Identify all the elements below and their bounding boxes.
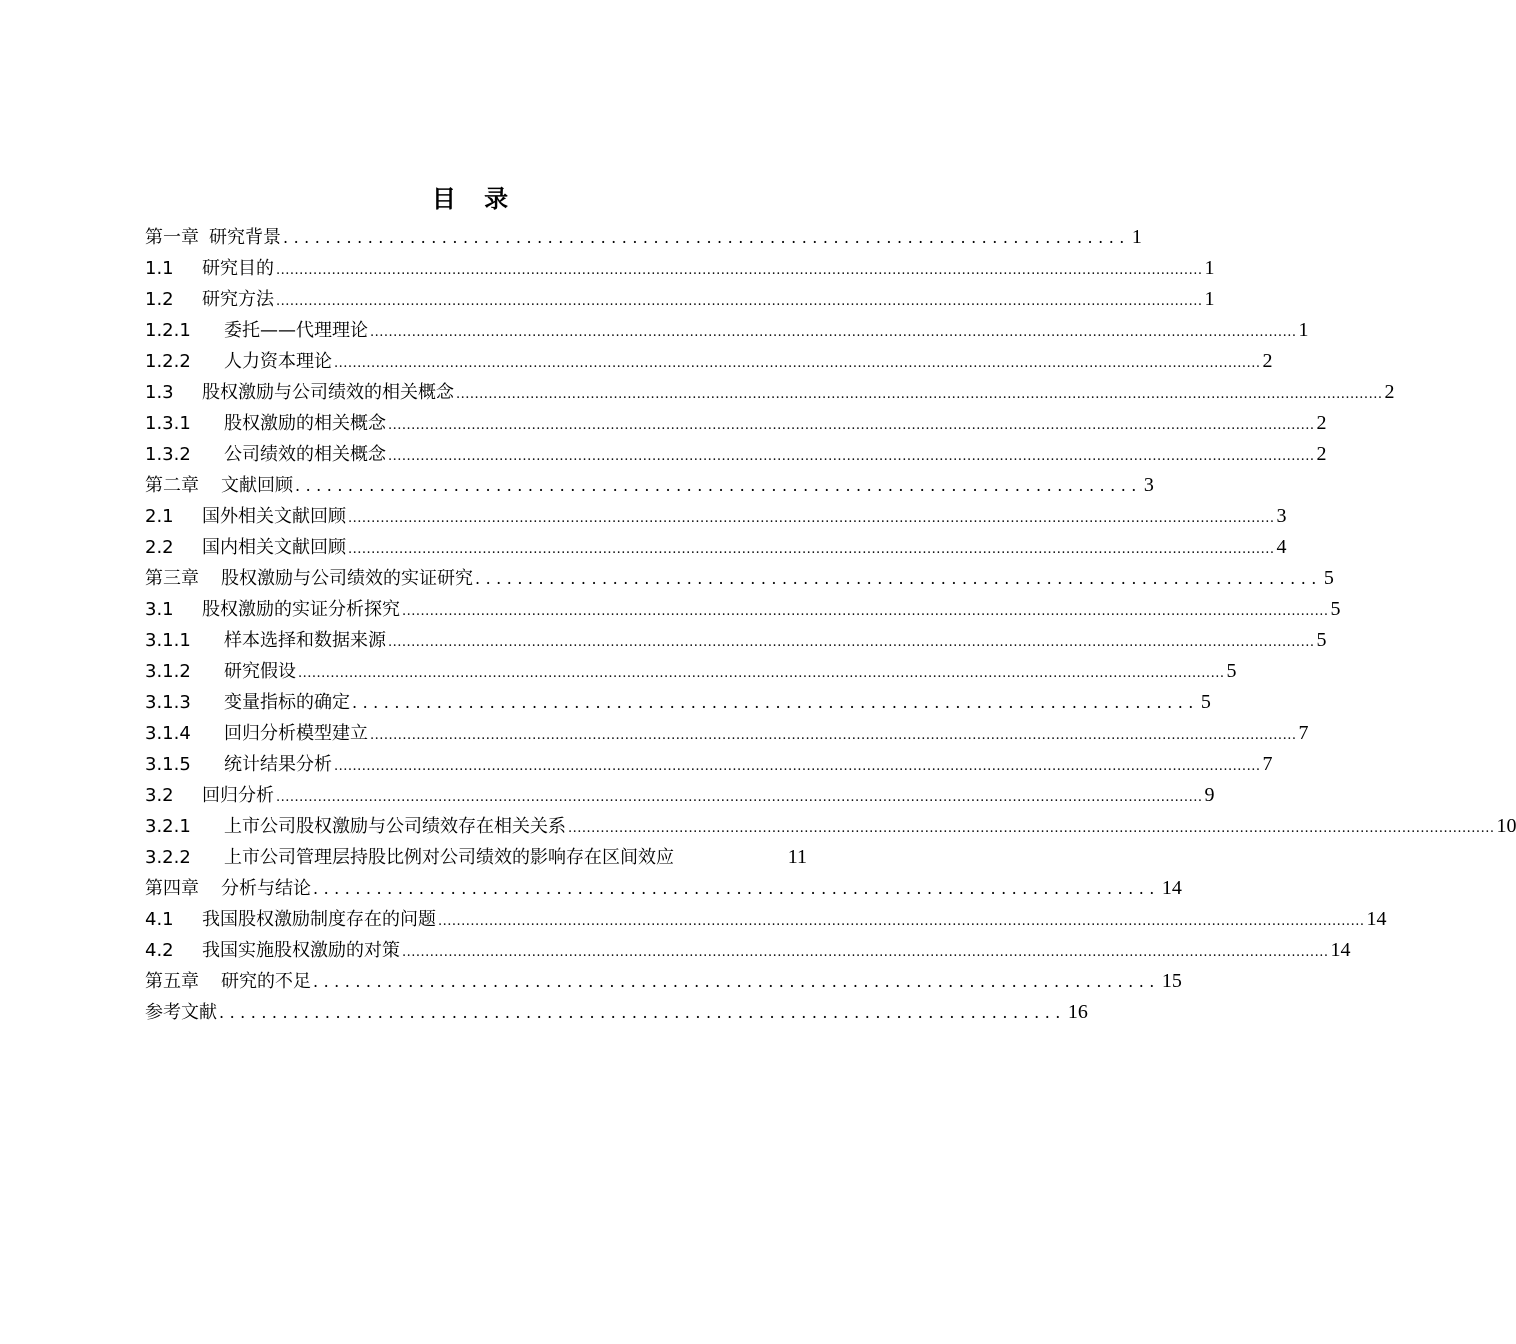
toc-dot-leader: ........................................................................................................................................................................................................ xyxy=(348,542,1275,557)
toc-entry-number: 第二章 xyxy=(145,475,199,496)
toc-dot-leader: ........................................................................................................................................................................................................ xyxy=(456,387,1383,402)
toc-entry-label: 研究假设 xyxy=(224,661,296,682)
toc-entry-label: 研究方法 xyxy=(202,289,274,310)
toc-entry[interactable] xyxy=(145,811,1516,842)
toc-entry-number: 3.2 xyxy=(145,785,174,806)
toc-entry[interactable] xyxy=(145,656,1237,687)
toc-dot-leader: ........................................................................................................................................................................................................ xyxy=(370,728,1297,743)
toc-entry-page-number: 1 xyxy=(1131,226,1142,248)
toc-entry-label: 回归分析模型建立 xyxy=(224,723,368,744)
toc-dot-leader: ................................................................................ xyxy=(352,693,1199,712)
toc-entry-page-number: 7 xyxy=(1262,753,1273,775)
toc-entry-number: 3.1.4 xyxy=(145,723,191,744)
toc-entry-page-number: 11 xyxy=(787,846,807,868)
toc-entry-number: 3.2.1 xyxy=(145,816,191,837)
toc-entry-number: 3.2.2 xyxy=(145,847,191,868)
toc-entry-label: 研究背景 xyxy=(209,227,281,248)
toc-entry-label: 上市公司管理层持股比例对公司绩效的影响存在区间效应 xyxy=(224,847,674,868)
toc-dot-leader: ................................................................................ xyxy=(313,972,1160,991)
toc-dot-leader: ................................................................................ xyxy=(313,879,1160,898)
toc-entry[interactable] xyxy=(145,718,1309,749)
table-of-contents xyxy=(145,222,1516,1028)
toc-entry-label: 国内相关文献回顾 xyxy=(202,537,346,558)
toc-entry-number: 3.1.1 xyxy=(145,630,191,651)
toc-entry-page-number: 5 xyxy=(1323,567,1334,589)
toc-entry[interactable] xyxy=(145,935,1351,966)
toc-entry[interactable] xyxy=(145,563,1334,594)
toc-entry[interactable] xyxy=(145,408,1327,439)
toc-entry[interactable] xyxy=(145,997,1088,1028)
toc-dot-leader: ........................................................................................................................................................................................................ xyxy=(334,759,1261,774)
toc-entry[interactable] xyxy=(145,532,1287,563)
toc-dot-leader: ........................................................................................................................................................................................................ xyxy=(438,914,1365,929)
toc-entry-page-number: 1 xyxy=(1204,288,1215,310)
toc-entry-page-number: 5 xyxy=(1200,691,1211,713)
toc-entry-label: 公司绩效的相关概念 xyxy=(224,444,386,465)
toc-dot-leader: ........................................................................................................................................................................................................ xyxy=(276,790,1203,805)
toc-entry-label: 变量指标的确定 xyxy=(224,692,350,713)
toc-entry-page-number: 14 xyxy=(1161,877,1182,899)
toc-entry[interactable] xyxy=(145,501,1287,532)
toc-entry-number: 1.2 xyxy=(145,289,174,310)
toc-entry-label: 样本选择和数据来源 xyxy=(224,630,386,651)
toc-dot-leader: ................................................................................ xyxy=(475,569,1322,588)
toc-entry-page-number: 10 xyxy=(1496,815,1516,837)
toc-entry-number: 3.1.2 xyxy=(145,661,191,682)
toc-entry[interactable] xyxy=(145,346,1273,377)
toc-dot-leader: ........................................................................................................................................................................................................ xyxy=(388,635,1315,650)
toc-entry-label: 统计结果分析 xyxy=(224,754,332,775)
toc-entry-number: 第四章 xyxy=(145,878,199,899)
toc-entry[interactable] xyxy=(145,470,1154,501)
toc-entry[interactable] xyxy=(145,315,1309,346)
toc-entry-label: 股权激励与公司绩效的相关概念 xyxy=(202,382,454,403)
toc-entry[interactable] xyxy=(145,253,1215,284)
toc-dot-leader: ........................................................................................................................................................................................................ xyxy=(388,418,1315,433)
toc-entry-number: 第一章 xyxy=(145,227,199,248)
toc-entry-page-number: 14 xyxy=(1330,939,1351,961)
toc-entry-label: 我国股权激励制度存在的问题 xyxy=(202,909,436,930)
toc-entry-page-number: 4 xyxy=(1276,536,1287,558)
toc-entry-number: 1.2.1 xyxy=(145,320,191,341)
toc-entry-page-number: 3 xyxy=(1276,505,1287,527)
toc-entry[interactable] xyxy=(145,625,1327,656)
toc-entry-page-number: 1 xyxy=(1298,319,1309,341)
toc-entry-page-number: 2 xyxy=(1316,412,1327,434)
toc-entry[interactable] xyxy=(145,780,1215,811)
toc-entry-number: 1.3 xyxy=(145,382,174,403)
toc-entry-page-number: 5 xyxy=(1226,660,1237,682)
toc-entry-page-number: 16 xyxy=(1067,1001,1088,1023)
toc-entry-page-number: 2 xyxy=(1316,443,1327,465)
toc-entry-label: 股权激励的实证分析探究 xyxy=(202,599,400,620)
toc-entry-page-number: 2 xyxy=(1384,381,1395,403)
toc-dot-leader: ........................................................................................................................................................................................................ xyxy=(568,821,1495,836)
toc-entry-number: 1.1 xyxy=(145,258,174,279)
toc-entry-page-number: 9 xyxy=(1204,784,1215,806)
toc-entry[interactable] xyxy=(145,222,1142,253)
toc-entry-label: 国外相关文献回顾 xyxy=(202,506,346,527)
toc-entry[interactable] xyxy=(145,377,1395,408)
toc-entry-label: 委托——代理理论 xyxy=(224,320,368,341)
toc-entry-label: 回归分析 xyxy=(202,785,274,806)
toc-entry-number: 4.2 xyxy=(145,940,174,961)
toc-entry-number: 3.1 xyxy=(145,599,174,620)
toc-entry[interactable] xyxy=(145,594,1341,625)
toc-dot-leader: ........................................................................................................................................................................................................ xyxy=(298,666,1225,681)
toc-dot-leader: ........................................................................................................................................................................................................ xyxy=(370,325,1297,340)
toc-dot-leader: ........................................................................................................................................................................................................ xyxy=(388,449,1315,464)
toc-entry-label: 文献回顾 xyxy=(221,475,293,496)
toc-entry-label: 股权激励与公司绩效的实证研究 xyxy=(221,568,473,589)
toc-dot-leader: ........................................................................................................................................................................................................ xyxy=(276,263,1203,278)
toc-entry-number: 2.1 xyxy=(145,506,174,527)
toc-entry[interactable] xyxy=(145,842,807,873)
toc-entry-label: 研究目的 xyxy=(202,258,274,279)
toc-entry[interactable] xyxy=(145,966,1182,997)
toc-dot-leader: ........................................................................................................................................................................................................ xyxy=(402,945,1329,960)
toc-entry-page-number: 15 xyxy=(1161,970,1182,992)
toc-entry-number: 3.1.3 xyxy=(145,692,191,713)
toc-entry-label: 我国实施股权激励的对策 xyxy=(202,940,400,961)
toc-entry-number: 1.3.1 xyxy=(145,413,191,434)
toc-entry-page-number: 7 xyxy=(1298,722,1309,744)
toc-entry-label: 上市公司股权激励与公司绩效存在相关关系 xyxy=(224,816,566,837)
toc-title: 目 录 xyxy=(431,185,519,213)
toc-entry-number: 1.2.2 xyxy=(145,351,191,372)
toc-entry[interactable] xyxy=(145,439,1327,470)
toc-dot-leader: ........................................................................................................................................................................................................ xyxy=(334,356,1261,371)
toc-entry[interactable] xyxy=(145,284,1215,315)
toc-entry-page-number: 3 xyxy=(1143,474,1154,496)
toc-entry-label: 参考文献 xyxy=(145,1002,217,1023)
toc-dot-leader: ................................................................................ xyxy=(283,228,1130,247)
toc-dot-leader: ................................................................................ xyxy=(219,1003,1066,1022)
toc-entry-number: 4.1 xyxy=(145,909,174,930)
toc-dot-leader: ................................................................................ xyxy=(295,476,1142,495)
toc-dot-leader: ........................................................................................................................................................................................................ xyxy=(276,294,1203,309)
toc-entry-number: 第三章 xyxy=(145,568,199,589)
toc-entry[interactable] xyxy=(145,904,1387,935)
toc-entry[interactable] xyxy=(145,749,1273,780)
toc-entry-number: 3.1.5 xyxy=(145,754,191,775)
toc-entry-page-number: 1 xyxy=(1204,257,1215,279)
toc-entry-number: 1.3.2 xyxy=(145,444,191,465)
toc-entry[interactable] xyxy=(145,873,1182,904)
toc-entry-label: 研究的不足 xyxy=(221,971,311,992)
toc-entry-label: 人力资本理论 xyxy=(224,351,332,372)
toc-entry-page-number: 5 xyxy=(1316,629,1327,651)
toc-entry-label: 分析与结论 xyxy=(221,878,311,899)
toc-entry-number: 第五章 xyxy=(145,971,199,992)
toc-entry-page-number: 5 xyxy=(1330,598,1341,620)
toc-entry[interactable] xyxy=(145,687,1211,718)
toc-entry-label: 股权激励的相关概念 xyxy=(224,413,386,434)
toc-dot-leader: ........................................................................................................................................................................................................ xyxy=(348,511,1275,526)
toc-dot-leader: ........................................................................................................................................................................................................ xyxy=(402,604,1329,619)
toc-entry-page-number: 14 xyxy=(1366,908,1387,930)
toc-entry-page-number: 2 xyxy=(1262,350,1273,372)
toc-entry-number: 2.2 xyxy=(145,537,174,558)
